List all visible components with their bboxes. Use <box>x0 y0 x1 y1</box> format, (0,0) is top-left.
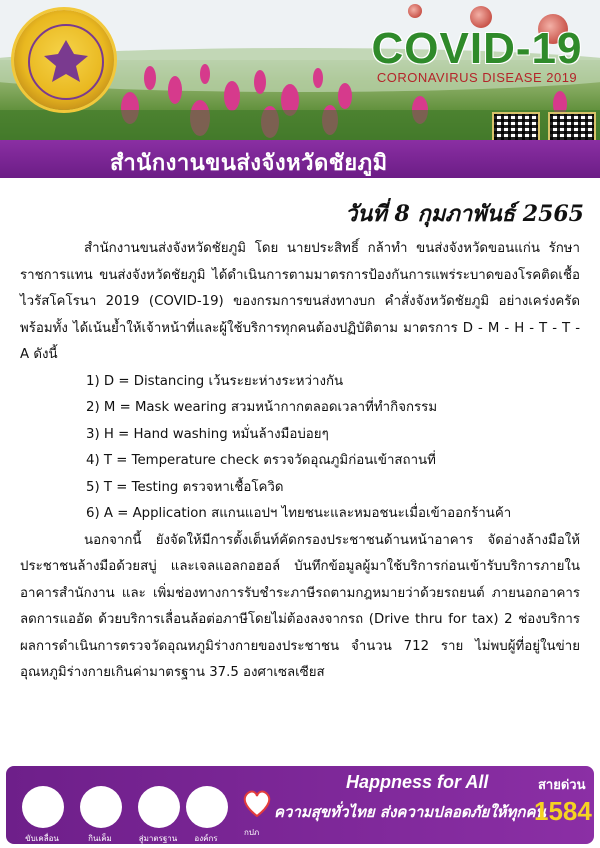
campaign-logo-label: ขับเคลื่อน <box>25 834 59 843</box>
campaign-logo-icon <box>138 786 180 828</box>
garuda-emblem-icon <box>38 34 94 90</box>
campaign-logo-label: กินเค็ม <box>88 834 112 843</box>
office-name: สำนักงานขนส่งจังหวัดชัยภูมิ <box>110 151 388 176</box>
campaign-logo-icon <box>22 786 64 828</box>
campaign-logo-icon <box>186 786 228 828</box>
heart-icon <box>240 786 274 820</box>
campaign-logo-label: สู่มาตรฐาน <box>138 834 178 843</box>
intro-paragraph: สำนักงานขนส่งจังหวัดชัยภูมิ โดย นายประสิทธิ์ กล้าทำ ขนส่งจังหวัดขอนแก่น รักษาราชการแทน ขนส่งจังหวัดชัยภูมิ ได้ดำเนินการตามมาตรการป้องกันการแพร่ระบาดของโรคติดเชื้อไวรัสโคโรนา 2019 (COVID-19) ของกรมการขนส่งทางบก คำสั่งจังหวัดชัยภูมิ อย่างเคร่งครัด พร้อมทั้ง ได้เน้นย้ำให้เจ้าหน้าที่และผู้ใช้บริการทุกคนต้องปฏิบัติตาม มาตรการ D - M - H - T - T - A ดังนี้ <box>20 241 580 362</box>
measure-item: 2) M = Mask wearing สวมหน้ากากตลอดเวลาที่ทำกิจกรรม <box>86 400 438 415</box>
virus-graphic <box>408 4 422 18</box>
covid-subtitle: CORONAVIRUS DISEASE 2019 <box>376 70 578 85</box>
measure-item: 4) T = Temperature check ตรวจวัดอุณภูมิก่อนเข้าสถานที่ <box>86 453 436 468</box>
logo-emblem <box>28 24 104 100</box>
covid-title-block <box>362 26 592 85</box>
closing-paragraph: นอกจากนี้ ยังจัดให้มีการตั้งเต็นท์คัดกรองประชาชนด้านหน้าอาคาร จัดอ่างล้างมือให้ประชาชนล้างมือด้วยสบู่ และเจลแอลกอฮอล์ บันทึกข้อมูลผู้มาใช้บริการก่อนเข้ารับบริการภายในอาคารสำนักงาน และ เพิ่มช่องทางการรับชำระภาษีรถตามกฎหมายว่าด้วยรถยนต์ ภายนอกอาคารลดการแออัด ด้วยบริการเลื่อนล้อต่อภาษีโดยไม่ต้องลงจากรถ (Drive thru for tax) 2 ช่องบริการ ผลการดำเนินการตรวจวัดอุณหภูมิร่างกายของประชาชน จำนวน 712 ราย ไม่พบผู้ที่อยู่ในข่ายอุณหภูมิร่างกายเกินค่ามาตรฐาน 37.5 องศาเซลเซียส <box>20 532 580 680</box>
news-date: วันที่ 8 กุมภาพันธ์ 2565 <box>344 201 584 227</box>
office-title-banner <box>0 140 600 178</box>
slogan-english: Happness for All <box>346 772 489 792</box>
slogan-thai: ความสุขทั่วไทย ส่งความปลอดภัยให้ทุกคน <box>274 803 546 821</box>
footer-bar <box>6 766 594 844</box>
covid-title: COVID-19 <box>371 24 583 73</box>
footer <box>0 760 600 848</box>
campaign-logo-label: องค์กร <box>194 834 218 843</box>
heart-label: กปภ <box>244 828 260 837</box>
measure-item: 3) H = Hand washing หมั่นล้างมือบ่อยๆ <box>86 426 329 442</box>
measure-item: 1) D = Distancing เว้นระยะห่างระหว่างกัน <box>86 373 344 389</box>
hotline-label: สายด่วน <box>538 778 586 793</box>
measure-item: 5) T = Testing ตรวจหาเชื้อโควิด <box>86 479 284 495</box>
campaign-logo-icon <box>80 786 122 828</box>
department-logo <box>14 10 114 110</box>
article-body <box>20 236 580 687</box>
measure-item: 6) A = Application สแกนแอปฯ ไทยชนะและหมอชนะเมื่อเข้าออกร้านค้า <box>86 506 512 521</box>
hotline-number[interactable]: 1584 <box>534 796 592 826</box>
